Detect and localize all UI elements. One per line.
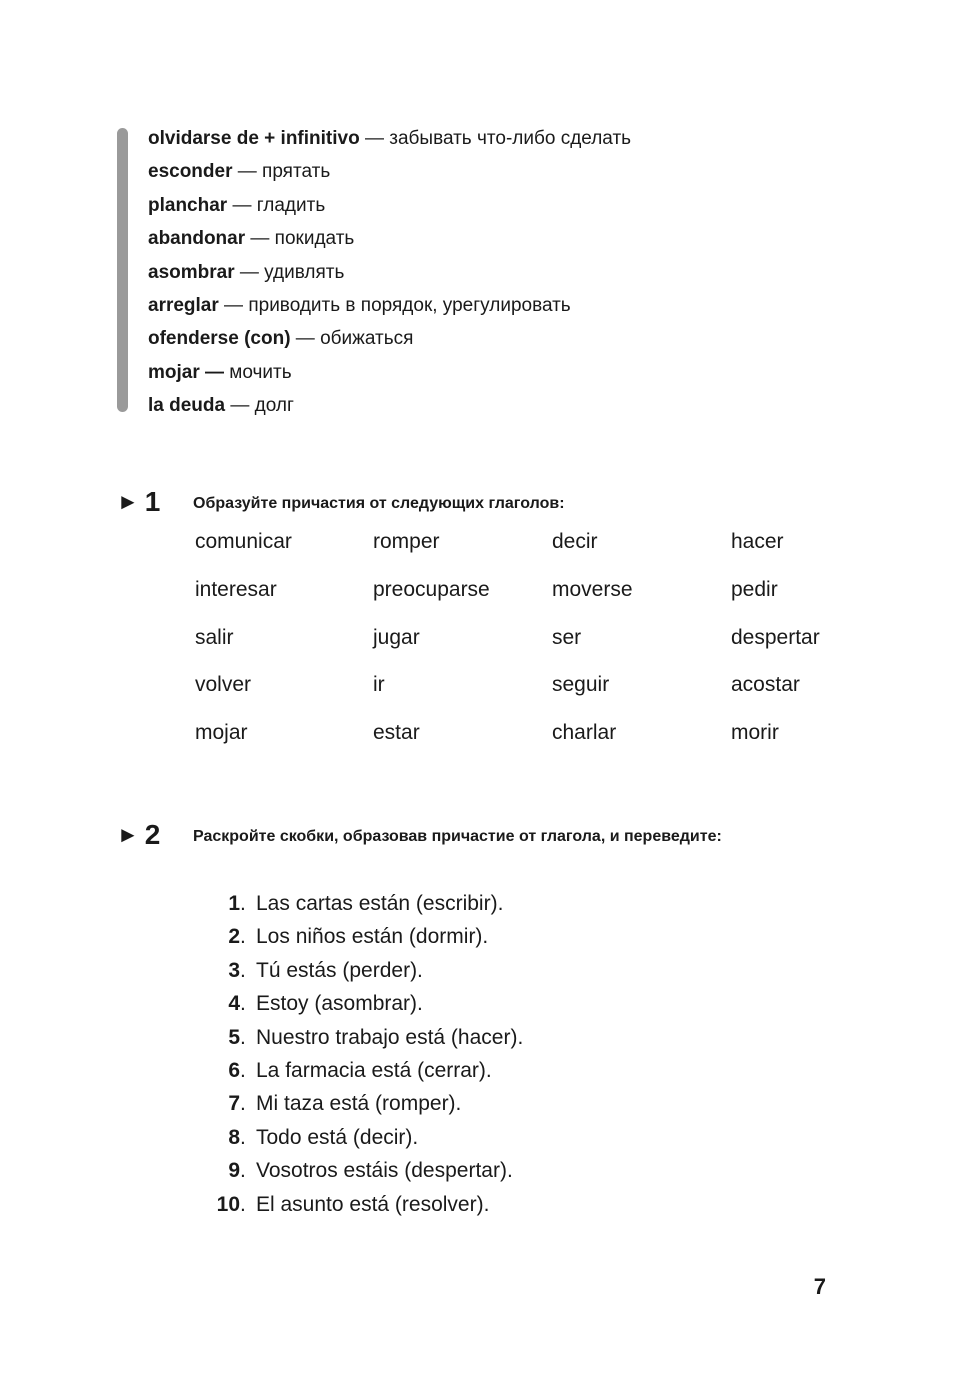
vocab-term: esconder [148, 161, 233, 183]
vocab-translation: — приводить в порядок, урегулировать [218, 294, 571, 316]
list-item [190, 1021, 870, 1054]
sentence-text: Los niños están (dormir). [256, 925, 489, 949]
verb-cell: ser [552, 625, 582, 649]
sentence-dot: . [240, 1058, 246, 1082]
verb-row [195, 711, 875, 759]
verb-cell: ir [373, 673, 385, 697]
sentence-number: 2 [228, 925, 240, 949]
sentence-number: 5 [228, 1025, 240, 1049]
verb-cell: jugar [373, 625, 420, 649]
sentence-dot: . [240, 892, 246, 915]
verb-row [195, 663, 875, 711]
sentence-number: 3 [228, 958, 240, 982]
verb-cell: mojar [195, 721, 248, 745]
exercise-1-number: 1 [144, 486, 161, 517]
list-item [190, 1188, 870, 1221]
page-number: 7 [813, 1274, 826, 1299]
vocab-item [148, 122, 848, 155]
sentence-text: Nuestro trabajo está (hacer). [256, 1025, 524, 1049]
verb-grid [195, 520, 875, 759]
vocab-term: olvidarse de + infinitivo [148, 128, 360, 149]
vocab-translation: — забывать что-либо сделать [359, 128, 632, 149]
verb-cell: despertar [731, 625, 820, 649]
vocab-translation: — прятать [232, 161, 331, 183]
vocab-translation: — удивлять [234, 261, 345, 283]
sentence-number: 4 [228, 992, 240, 1016]
vocab-term: arreglar [148, 294, 219, 316]
list-item [190, 920, 870, 953]
list-item [190, 887, 870, 920]
exercise-2-instruction: Раскройте скобки, образовав причастие от глагола, и переведите: [193, 828, 722, 845]
list-item [190, 1087, 870, 1120]
verb-cell: hacer [731, 530, 784, 553]
verb-cell: salir [195, 625, 234, 649]
exercise-1-header [117, 484, 877, 520]
verb-cell: interesar [195, 577, 277, 601]
sentence-number: 6 [228, 1058, 240, 1082]
verb-cell: estar [373, 721, 420, 745]
list-item [190, 987, 870, 1020]
vocab-term: la deuda [148, 395, 226, 417]
play-arrow-icon: ► [117, 489, 139, 514]
exercise-1-marker [117, 484, 160, 520]
vocab-item [148, 289, 848, 322]
sentence-dot: . [240, 958, 246, 982]
play-arrow-icon: ► [117, 822, 139, 847]
vocab-item [148, 322, 848, 355]
vocab-term: mojar — [148, 361, 225, 383]
sentence-number: 7 [228, 1092, 240, 1116]
verb-cell: volver [195, 673, 252, 697]
list-item [190, 1154, 870, 1187]
sentence-dot: . [240, 992, 246, 1016]
sentence-dot: . [240, 1025, 246, 1049]
vocab-item [148, 155, 848, 188]
vocab-translation: — долг [225, 395, 294, 417]
verb-cell: morir [731, 721, 779, 745]
sentence-dot: . [240, 925, 246, 949]
sentence-text: El asunto está (resolver). [256, 1192, 490, 1216]
vocab-translation: — гладить [227, 194, 326, 216]
vocab-item [148, 222, 848, 255]
sentence-text: Tú estás (perder). [256, 958, 423, 982]
sentence-dot: . [240, 1192, 246, 1216]
sentence-text: Estoy (asombrar). [256, 992, 423, 1016]
sentence-number: 10 [216, 1192, 240, 1216]
verb-cell: acostar [731, 673, 800, 697]
vocab-term: ofenderse (con) [148, 328, 291, 350]
verb-cell: charlar [552, 721, 617, 745]
verb-row [195, 568, 875, 616]
exercise-2-header [117, 817, 877, 853]
vocab-item [148, 356, 848, 389]
sentence-list [190, 887, 870, 1221]
list-item [190, 1121, 870, 1154]
vocab-translation: — обижаться [290, 328, 414, 350]
sentence-number: 1 [228, 892, 240, 915]
vocabulary-list [148, 122, 848, 423]
sentence-text: Las cartas están (escribir). [256, 892, 504, 915]
vocab-item [148, 256, 848, 289]
sentence-dot: . [240, 1159, 246, 1183]
verb-cell: romper [373, 530, 440, 553]
sentence-text: Mi taza está (romper). [256, 1092, 462, 1116]
verb-row [195, 616, 875, 664]
verb-row [195, 520, 875, 568]
verb-cell: comunicar [195, 530, 292, 553]
sentence-dot: . [240, 1125, 246, 1149]
verb-cell: moverse [552, 577, 633, 601]
sentence-dot: . [240, 1092, 246, 1116]
list-item [190, 954, 870, 987]
sentence-number: 9 [228, 1159, 240, 1183]
sentence-text: Vosotros estáis (despertar). [256, 1159, 513, 1183]
vocab-translation: — покидать [245, 228, 355, 250]
exercise-2-marker [117, 817, 160, 853]
exercise-1-instruction: Образуйте причастия от следующих глаголов: [193, 495, 565, 512]
verb-cell: decir [552, 530, 598, 553]
sentence-text: Todo está (decir). [256, 1125, 419, 1149]
vocab-translation: мочить [224, 361, 292, 383]
list-item [190, 1054, 870, 1087]
vocab-term: asombrar [148, 261, 235, 283]
vocab-item [148, 389, 848, 422]
verb-cell: preocuparse [373, 577, 490, 601]
sentence-number: 8 [228, 1125, 240, 1149]
vocabulary-accent-bar [117, 128, 128, 412]
verb-cell: seguir [552, 673, 610, 697]
vocab-term: abandonar [148, 228, 246, 250]
verb-cell: pedir [731, 577, 778, 601]
vocab-item [148, 189, 848, 222]
vocab-term: planchar [148, 194, 228, 216]
sentence-text: La farmacia está (cerrar). [256, 1058, 492, 1082]
exercise-2-number: 2 [144, 819, 161, 850]
